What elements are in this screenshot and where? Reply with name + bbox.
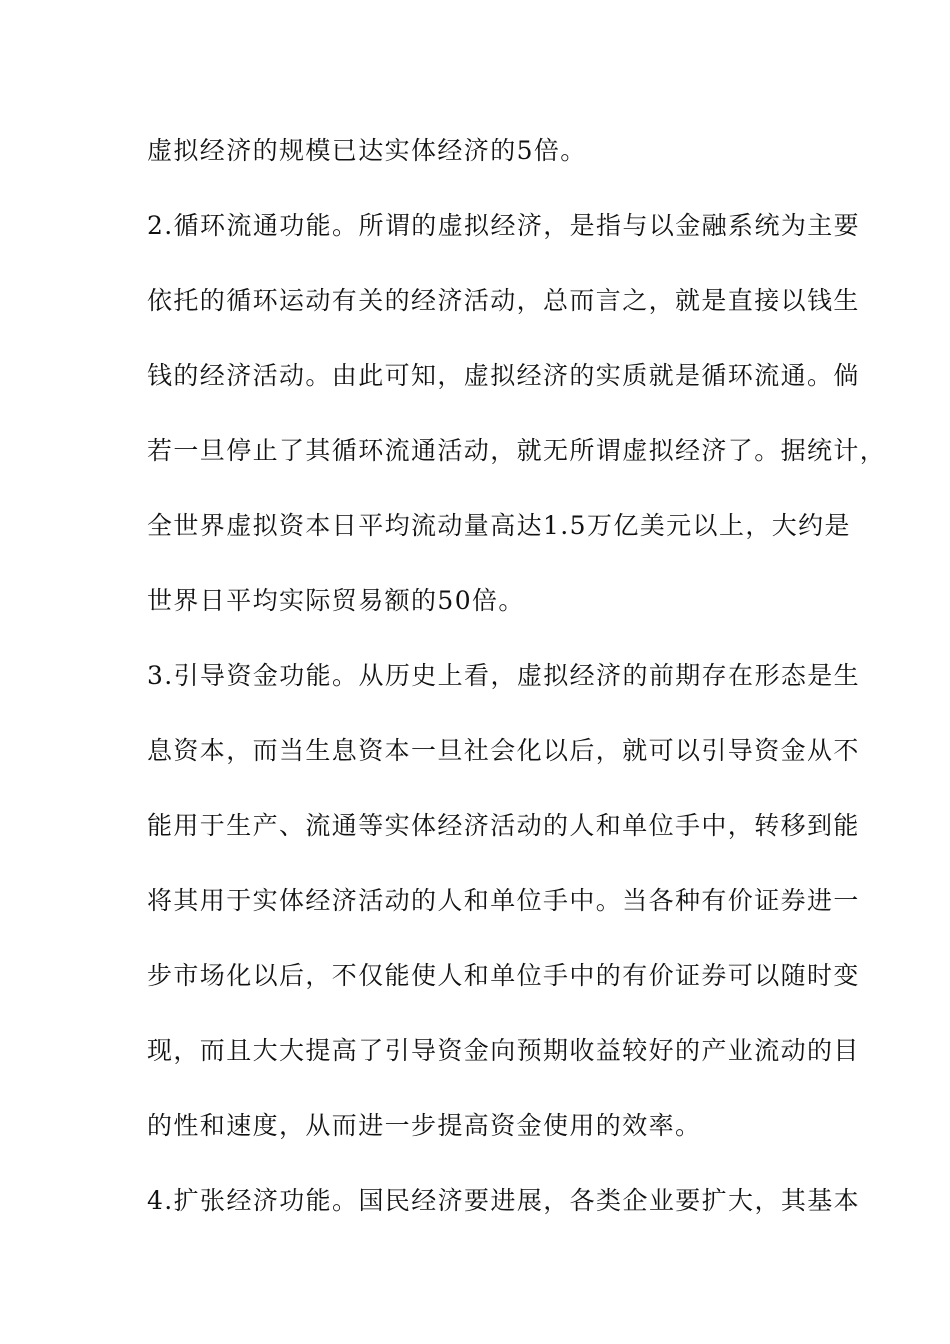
text-line: 4.扩张经济功能。国民经济要进展，各类企业要扩大，其基本 xyxy=(147,1186,861,1215)
text-line: 3.引导资金功能。从历史上看，虚拟经济的前期存在形态是生 xyxy=(147,661,861,690)
text-line: 世界日平均实际贸易额的50倍。 xyxy=(147,586,525,615)
text-line: 的性和速度，从而进一步提高资金使用的效率。 xyxy=(147,1111,702,1140)
text-line: 全世界虚拟资本日平均流动量高达1.5万亿美元以上，大约是 xyxy=(147,511,851,540)
text-line: 虚拟经济的规模已达实体经济的5倍。 xyxy=(147,136,587,165)
text-line: 钱的经济活动。由此可知，虚拟经济的实质就是循环流通。倘 xyxy=(147,361,860,390)
text-line: 若一旦停止了其循环流通活动，就无所谓虚拟经济了。据统计， xyxy=(147,436,887,465)
text-line: 步市场化以后，不仅能使人和单位手中的有价证券可以随时变 xyxy=(147,961,860,990)
text-line: 依托的循环运动有关的经济活动，总而言之，就是直接以钱生 xyxy=(147,286,860,315)
text-line: 2.循环流通功能。所谓的虚拟经济，是指与以金融系统为主要 xyxy=(147,211,861,240)
text-line: 现，而且大大提高了引导资金向预期收益较好的产业流动的目 xyxy=(147,1036,860,1065)
text-line: 将其用于实体经济活动的人和单位手中。当各种有价证券进一 xyxy=(147,886,860,915)
text-line: 能用于生产、流通等实体经济活动的人和单位手中，转移到能 xyxy=(147,811,860,840)
text-line: 息资本，而当生息资本一旦社会化以后，就可以引导资金从不 xyxy=(147,736,860,765)
